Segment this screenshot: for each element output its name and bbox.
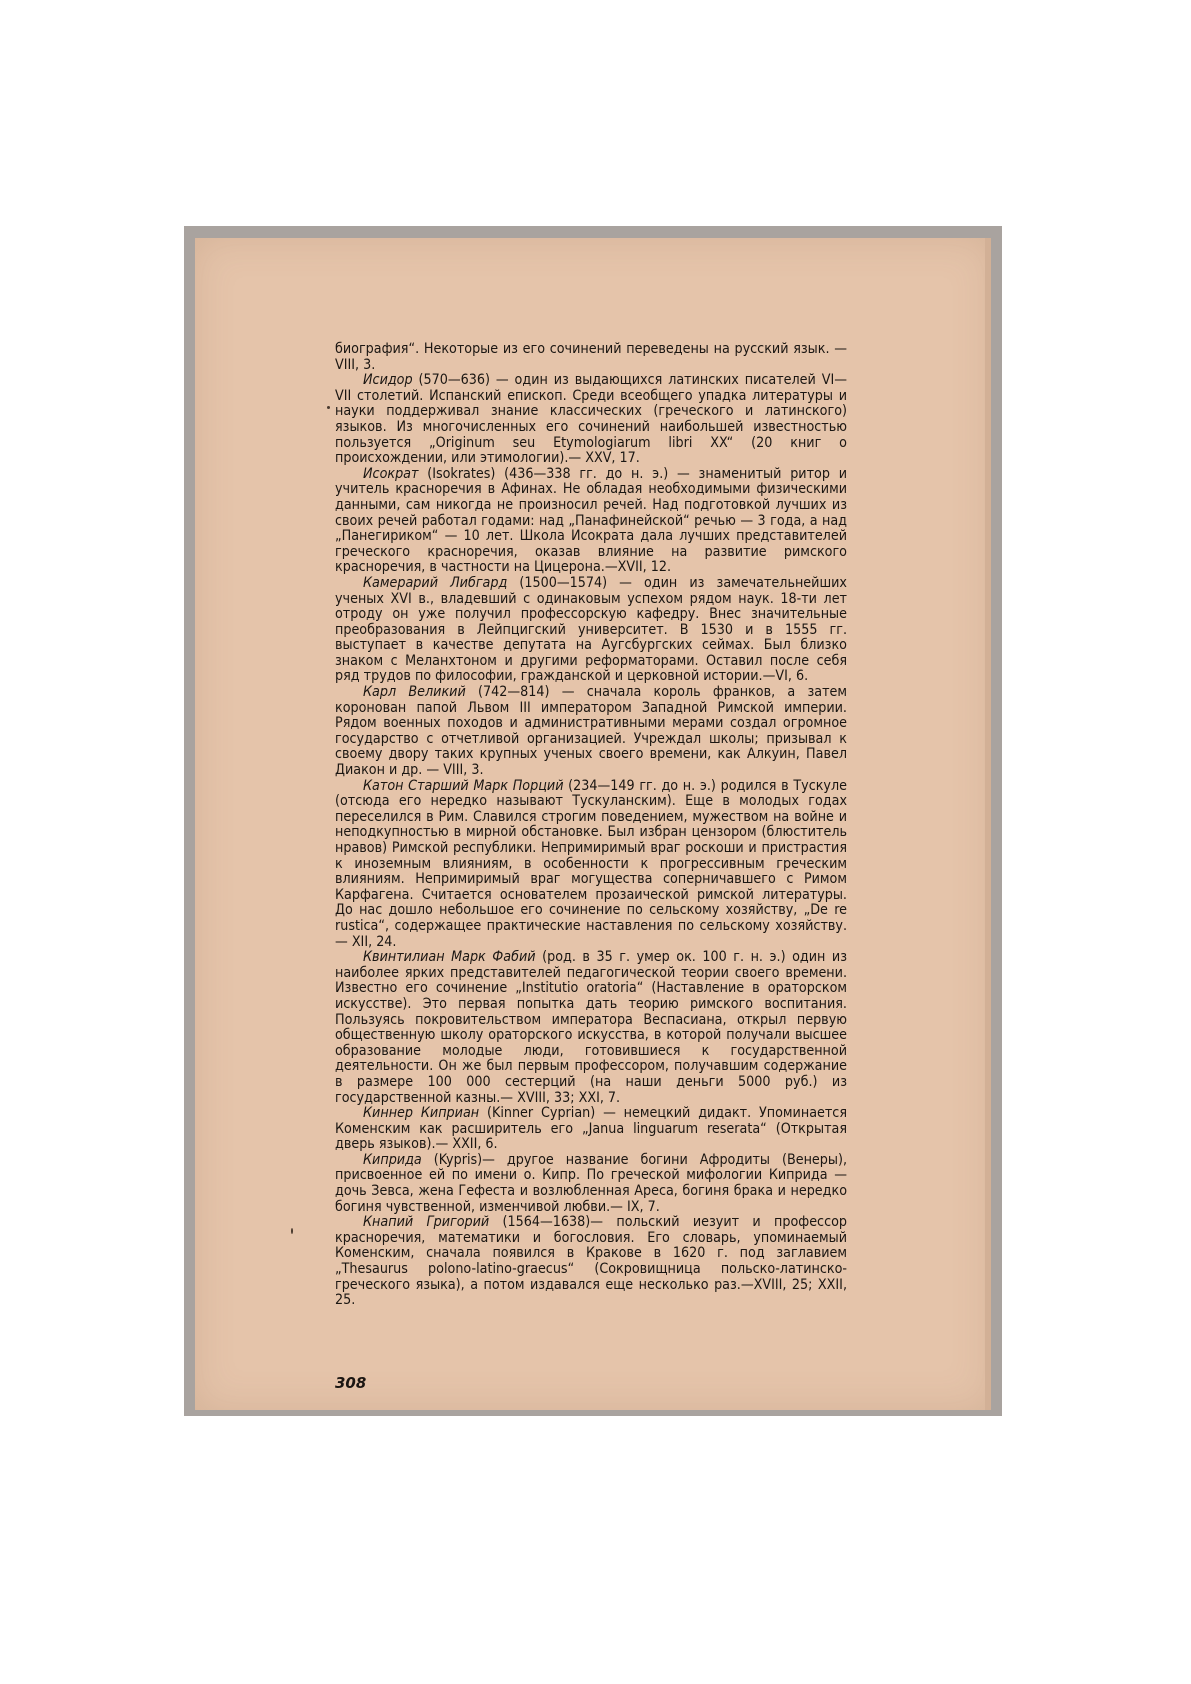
entry-head: Киннер Киприан xyxy=(363,1105,480,1122)
entry-continuation xyxy=(335,342,847,373)
entry-isidor xyxy=(335,373,847,467)
entry-body: (род. в 35 г. умер ок. 100 г. н. э.) один из наиболее ярких представителей педагогической теории своего времени. Известно его сочинение „Institutio oratoria“ (Наставление в ораторском искусстве). Это первая попытка дать теорию римского воспитания. Пользуясь покровительством императора Веспасиана, открыл первую общественную школу ораторского искусства, в которой получали высшее образование молодые люди, готовившиеся к государственной деятельности. Он же был первым профессором, получавшим содержание в размере 100 000 сестерций (на наши деньги 5000 руб.) из государственной казны.— XVIII, 33; XXI, 7. xyxy=(335,949,847,1106)
entry-head: Кнапий Григорий xyxy=(363,1214,490,1231)
book-page xyxy=(195,238,991,1410)
entry-head: Исидор xyxy=(363,372,413,389)
entry-body: (570—636) — один из выдающихся латинских писателей VI—VII столетий. Испанский епископ. Среди всеобщего упадка литературы и науки поддерживал знание классических (греческого и латинского) языков. Из многочисленных его сочинений наибольшей известностью пользуется „Originum seu Etymologiarum libri XX“ (20 книг о происхождении, или этимологии).— XXV, 17. xyxy=(335,372,847,467)
entry-body: биография“. Некоторые из его сочинений переведены на русский язык. — VIII, 3. xyxy=(335,341,847,373)
entry-knapiy xyxy=(335,1215,847,1309)
ink-speck xyxy=(327,406,330,409)
entry-kiprida xyxy=(335,1153,847,1215)
page-text xyxy=(335,342,847,1309)
entry-katon xyxy=(335,779,847,951)
entry-kinner xyxy=(335,1106,847,1153)
entry-head: Исократ xyxy=(363,465,419,482)
entry-body: (Kypris)— другое название богини Афродиты (Венеры), присвоенное ей по имени о. Кипр. По греческой мифологии Киприда — дочь Зевса, жена Гефеста и возлюбленная Ареса, богиня брака и нередко богиня чувственной, изменчивой любви.— IX, 7. xyxy=(335,1151,847,1215)
ink-speck xyxy=(291,1228,293,1234)
page-edge xyxy=(985,238,991,1410)
entry-head: Квинтилиан Марк Фабий xyxy=(363,949,536,966)
entry-karl-velikiy xyxy=(335,685,847,779)
entry-head: Камерарий Либгард xyxy=(363,574,508,591)
entry-kvintilian xyxy=(335,950,847,1106)
entry-body: (Kinner Cyprian) — немецкий дидакт. Упоминается Коменским как расширитель его „Janua linguarum reserata“ (Открытая дверь языков).— XXII, 6. xyxy=(335,1105,847,1153)
entry-head: Катон Старший Марк Порций xyxy=(363,777,564,794)
entry-kamerariy xyxy=(335,576,847,685)
page-number: 308 xyxy=(335,1374,367,1392)
entry-isokrat xyxy=(335,467,847,576)
entry-body: (1500—1574) — один из замечательнейших ученых XVI в., владевший с одинаковым успехом рядом наук. 18-ти лет отроду он уже получил профессорскую кафедру. Внес значительные преобразования в Лейпцигский университет. В 1530 и в 1555 гг. выступает в качестве депутата на Аугсбургских сеймах. Был близко знаком с Меланхтоном и другими реформаторами. Оставил после себя ряд трудов по философии, гражданской и церковной истории.—VI, 6. xyxy=(335,574,847,685)
entry-body: (1564—1638)— польский иезуит и профессор красноречия, математики и богословия. Его словарь, упоминаемый Коменским, сначала появился в Кракове в 1620 г. под заглавием „Thesaurus polono-latino-graecus“ (Сокровищница польско-латинско-греческого языка), а потом издавался еще несколько раз.—XVIII, 25; XXII, 25. xyxy=(335,1214,847,1309)
entry-body: (Isokrates) (436—338 гг. до н. э.) — знаменитый ритор и учитель красноречия в Афинах. Не обладая необходимыми физическими данными, сам никогда не произносил речей. Над подготовкой лучших из своих речей работал годами: над „Панафинейской“ речью — 3 года, а над „Панегириком“ — 10 лет. Школа Исократа дала лучших представителей греческого красноречия, оказав влияние на развитие римского красноречия, в частности на Цицерона.—XVII, 12. xyxy=(335,465,847,576)
entry-body: (234—149 гг. до н. э.) родился в Тускуле (отсюда его нередко называют Тускуланским). Еще в молодых годах переселился в Рим. Славился строгим поведением, мужеством на войне и неподкупностью в мирной обстановке. Был избран цензором (блюститель нравов) Римской республики. Непримиримый враг роскоши и пристрастия к иноземным влияниям, в особенности к прогрессивным греческим влияниям. Непримиримый враг могущества соперничавшего с Римом Карфагена. Считается основателем прозаической римской литературы. До нас дошло небольшое его сочинение по сельскому хозяйству, „De re rustica“, содержащее практические наставления по сельскому хозяйству.— XII, 24. xyxy=(335,777,847,950)
entry-body: (742—814) — сначала король франков, а затем коронован папой Львом III императором Западной Римской империи. Рядом военных походов и административными мерами создал огромное государство с отчетливой организацией. Учреждал школы; призывал к своему двору таких крупных ученых своего времени, как Алкуин, Павел Диакон и др. — VIII, 3. xyxy=(335,684,847,779)
entry-head: Карл Великий xyxy=(363,684,466,701)
entry-head: Киприда xyxy=(363,1151,422,1168)
